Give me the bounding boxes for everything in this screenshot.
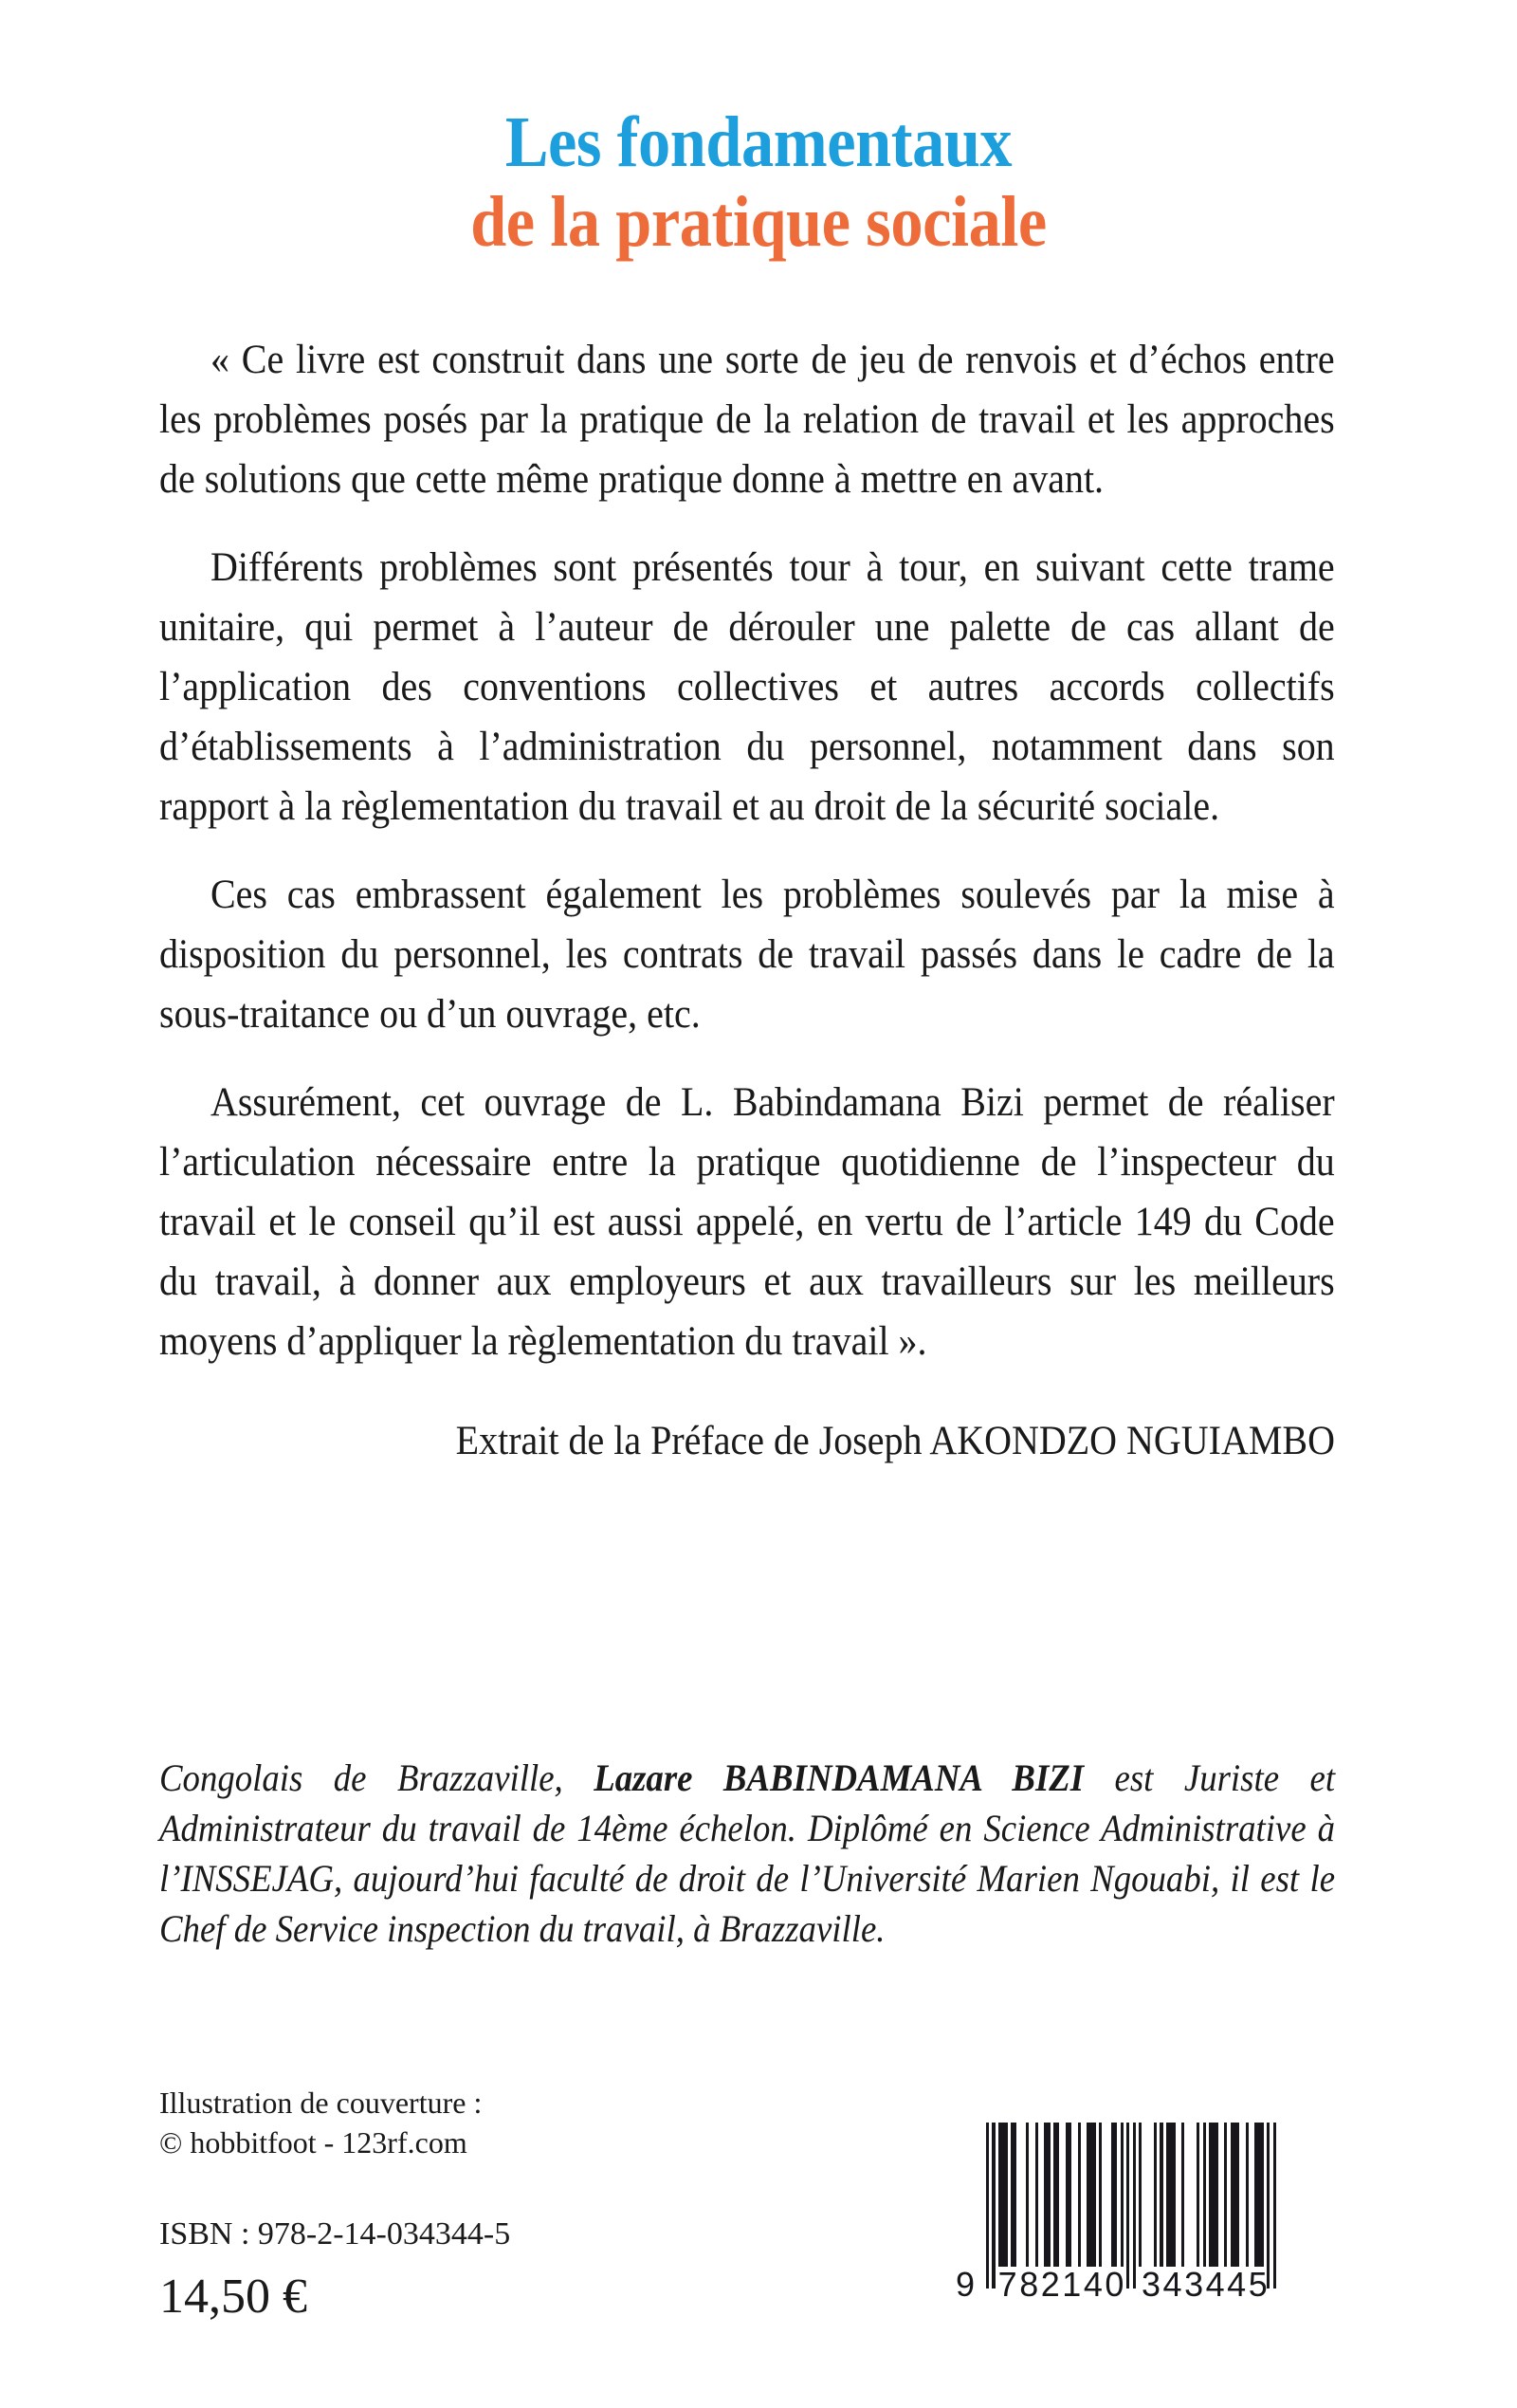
isbn-text: ISBN : 978-2-14-034344-5 [159,2216,511,2252]
barcode-digit: 4 [1083,2265,1103,2304]
barcode-digit: 4 [1205,2265,1225,2304]
barcode-bar [1209,2123,1218,2267]
barcode-digit: 1 [1062,2265,1082,2304]
barcode-bar [1254,2123,1264,2267]
price-text: 14,50 € [159,2270,307,2324]
barcode-digit: 0 [1105,2265,1124,2304]
barcode-digit: 4 [1227,2265,1247,2304]
title-line-secondary: de la pratique sociale [470,182,1047,262]
title-line-primary: Les fondamentaux [504,102,1013,182]
barcode-digit: 9 [956,2265,976,2304]
illustration-label: Illustration de couverture : [159,2086,483,2120]
barcode-bar [1273,2123,1276,2289]
barcode-digit: 3 [1184,2265,1204,2304]
blurb-body [159,330,1335,1471]
blurb-paragraph: « Ce livre est construit dans une sorte de jeu de renvois et d’échos entre les problèmes posés par la pratique de la relation de travail et les approches de solutions que cette même pratique donne à mettre en avant. [159,338,1335,502]
illustration-credit: © hobbitfoot - 123rf.com [159,2125,467,2160]
barcode-digit: 7 [997,2265,1017,2304]
blurb-paragraph: Différents problèmes sont présentés tour à tour, en suivant cette trame unitaire, qui permet à l’auteur de dérouler une palette de cas allant de l’application des conventions collectives et autres accords collectifs d’établissements à l’administration du personnel, notamment dans son rapport à la règlementation du travail et au droit de la sécurité sociale. [159,545,1335,829]
blurb-paragraph: Ces cas embrassent également les problèmes soulevés par la mise à disposition du personnel, les contrats de travail passés dans le cadre de la sous-traitance ou d’un ouvrage, etc. [159,873,1335,1037]
barcode-digit: 3 [1142,2265,1161,2304]
biography-suffix: est Juriste et Administrateur du travail de 14ème échelon. Diplômé en Science Administrative à l’INSSEJAG, aujourd’hui faculté de droit de l’Université Marien Ngouabi, il est le Chef de Service inspection du travail, à Brazzaville. [159,1756,1336,1950]
barcode-bar [1166,2123,1176,2267]
ean13-barcode [948,2123,1327,2317]
author-biography [159,1753,1335,1954]
barcode-digits [948,2265,1327,2308]
barcode-bars [986,2123,1276,2267]
barcode-bar [1102,2123,1111,2267]
author-name: Lazare BABINDAMANA BIZI [594,1756,1085,1799]
page-title [0,102,1517,262]
barcode-bar [1016,2123,1026,2267]
barcode-bar [1231,2123,1240,2267]
blurb-paragraph: Assurément, cet ouvrage de L. Babindamana Bizi permet de réaliser l’articulation nécessaire entre la pratique quotidienne de l’inspecteur du travail et le conseil qu’il est aussi appelé, en vertu de l’article 149 du Code du travail, à donner aux employeurs et aux travailleurs sur les meilleurs moyens d’appliquer la règlementation du travail ». [159,1080,1335,1364]
author-biography-text [159,1753,1335,1954]
preface-attribution: Extrait de la Préface de Joseph AKONDZO NGUIAMBO [455,1419,1335,1463]
biography-prefix: Congolais de Brazzaville, [159,1756,594,1799]
barcode-bar [1087,2123,1096,2267]
barcode-bar [1142,2123,1154,2267]
barcode-digit: 2 [1040,2265,1060,2304]
footer-metadata [159,2083,823,2326]
barcode-bar [998,2123,1008,2267]
barcode-digit: 5 [1248,2265,1268,2304]
barcode-bar [1184,2123,1197,2267]
barcode-digit: 8 [1019,2265,1039,2304]
barcode-digit: 4 [1162,2265,1182,2304]
